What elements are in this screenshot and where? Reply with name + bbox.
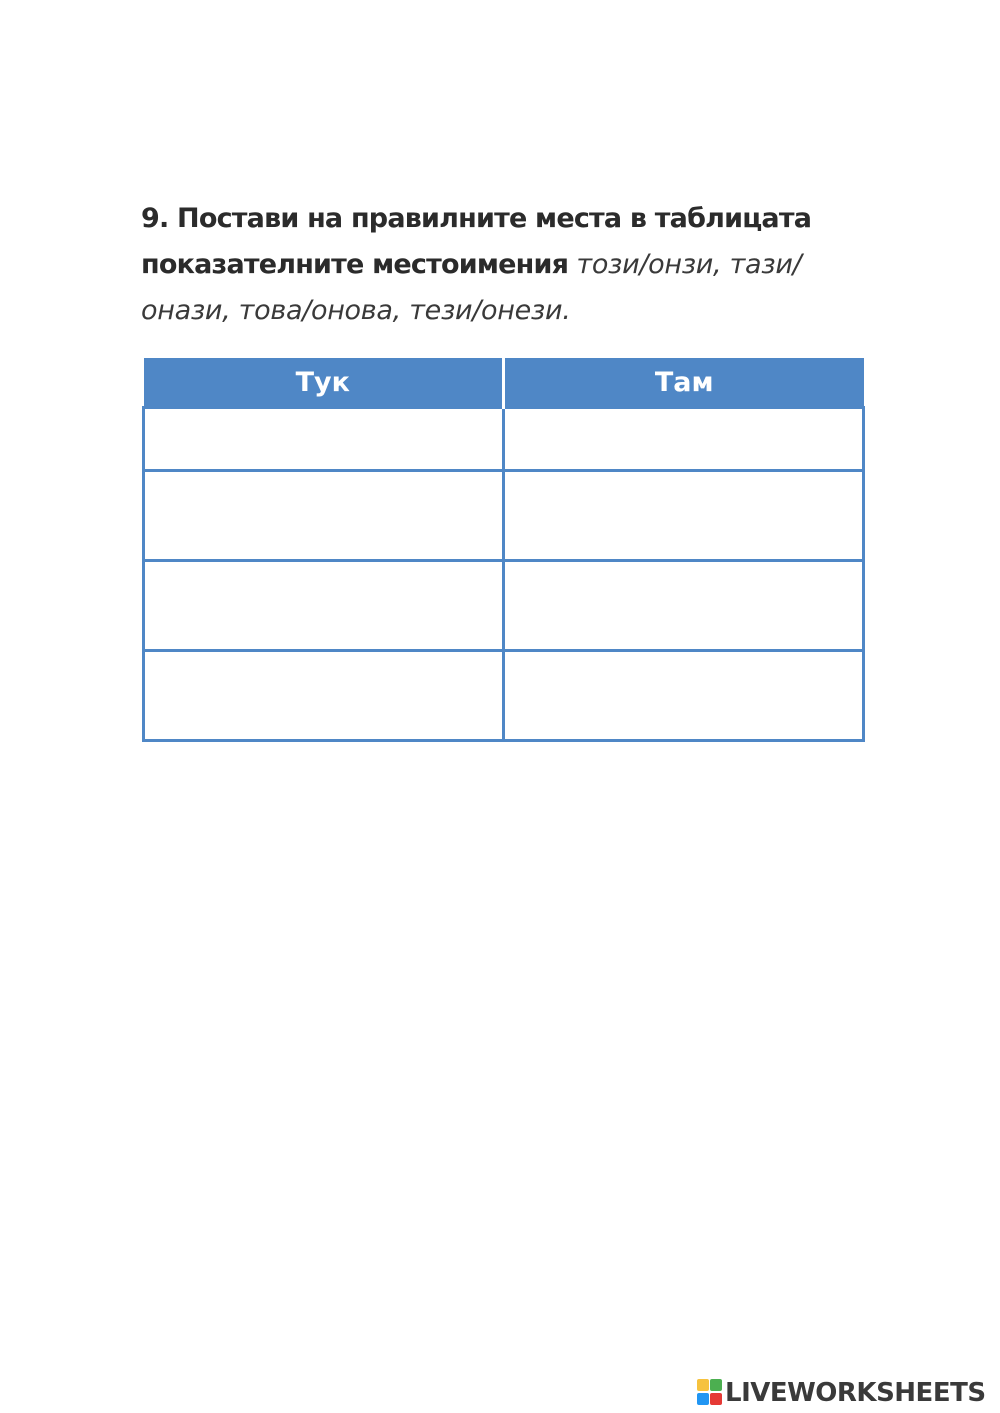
watermark-text: LIVEWORKSHEETS xyxy=(725,1378,986,1408)
instruction-line-2 xyxy=(141,242,871,288)
table-header-row xyxy=(144,358,864,408)
answer-cell-here-3[interactable] xyxy=(144,561,504,651)
instruction-line-2-italic: този/онзи, тази/ xyxy=(568,249,802,280)
instruction-line-1: 9. Постави на правилните места в таблицата xyxy=(141,203,812,234)
answer-grid xyxy=(142,358,865,742)
column-header-there: Там xyxy=(504,358,864,408)
column-header-here: Тук xyxy=(144,358,504,408)
answer-cell-there-2[interactable] xyxy=(504,471,864,561)
table-row xyxy=(144,651,864,741)
table-row xyxy=(144,561,864,651)
liveworksheets-logo-icon xyxy=(697,1379,723,1407)
table-row xyxy=(144,408,864,471)
instruction-line-2-bold: показателните местоимения xyxy=(141,249,569,280)
answer-cell-here-1[interactable] xyxy=(144,408,504,471)
instruction-line-3: онази, това/онова, тези/онези. xyxy=(141,295,571,326)
answer-table xyxy=(142,358,865,742)
liveworksheets-watermark xyxy=(697,1377,986,1409)
answer-cell-there-4[interactable] xyxy=(504,651,864,741)
table-row xyxy=(144,471,864,561)
answer-cell-there-3[interactable] xyxy=(504,561,864,651)
answer-cell-here-4[interactable] xyxy=(144,651,504,741)
answer-cell-here-2[interactable] xyxy=(144,471,504,561)
answer-cell-there-1[interactable] xyxy=(504,408,864,471)
exercise-instructions xyxy=(141,196,871,334)
